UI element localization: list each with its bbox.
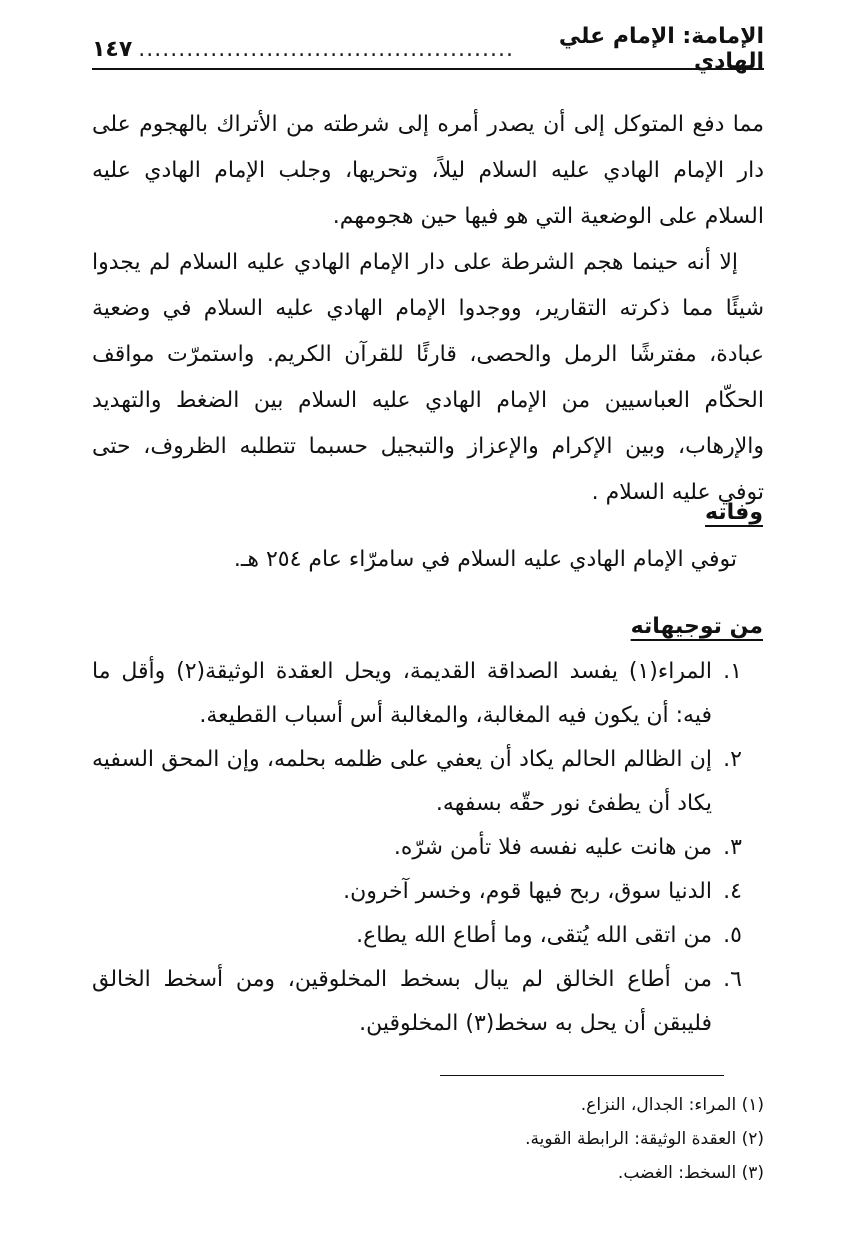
list-item-text: المراء(١) يفسد الصداقة القديمة، ويحل العقدة الوثيقة(٢) وأقل ما فيه: أن يكون فيه المغالبة، والمغالبة أس أسباب القطيعة. xyxy=(92,659,712,728)
footnote-1: (١) المراء: الجدال، النزاع. xyxy=(580,1095,764,1115)
list-item-number: ٢. xyxy=(723,747,742,772)
list-item xyxy=(92,650,764,738)
list-item-text: من هانت عليه نفسه فلا تأمن شرّه. xyxy=(393,835,712,860)
list-item-number: ٦. xyxy=(723,967,742,992)
footnote-divider xyxy=(440,1075,724,1076)
footnotes xyxy=(92,1088,764,1190)
list-item-text: إن الظالم الحالم يكاد أن يعفي على ظلمه بحلمه، وإن المحق السفيه يكاد أن يطفئ نور حقّه بسفهه. xyxy=(92,747,712,816)
list-item xyxy=(92,738,764,826)
running-header xyxy=(92,24,764,74)
list-item-number: ١. xyxy=(723,659,742,684)
list-item-text: الدنيا سوق، ربح فيها قوم، وخسر آخرون. xyxy=(343,879,712,904)
list-item xyxy=(92,870,764,914)
list-item-text: من أطاع الخالق لم يبال بسخط المخلوقين، ومن أسخط الخالق فليبقن أن يحل به سخط(٣) المخلوقين. xyxy=(92,967,712,1036)
paragraph-1: مما دفع المتوكل إلى أن يصدر أمره إلى شرطته من الأتراك بالهجوم على دار الإمام الهادي عليه السلام ليلاً، وتحريها، وجلب الإمام الهادي عليه السلام على الوضعية التي هو فيها حين هجومهم. xyxy=(92,112,764,229)
list-item-number: ٣. xyxy=(723,835,742,860)
header-title: الإمامة: الإمام علي الهادي xyxy=(558,24,764,74)
list-item-text: من اتقى الله يُتقى، وما أطاع الله يطاع. xyxy=(356,923,712,948)
death-text: توفي الإمام الهادي عليه السلام في سامرّاء عام ٢٥٤ هـ. xyxy=(233,547,737,572)
header-dots: ............................................... xyxy=(138,36,514,62)
list-item xyxy=(92,958,764,1046)
guidance-list xyxy=(92,650,764,1046)
list-item xyxy=(92,826,764,870)
list-item-number: ٥. xyxy=(723,923,742,948)
list-item-number: ٤. xyxy=(723,879,742,904)
guidance-heading: من توجيهاته xyxy=(630,614,763,639)
death-heading: وفاته xyxy=(705,500,763,525)
footnote-3: (٣) السخط: الغضب. xyxy=(617,1163,764,1183)
page-number: ١٤٧ xyxy=(92,36,133,62)
paragraph-2: إلا أنه حينما هجم الشرطة على دار الإمام الهادي عليه السلام لم يجدوا شيئًا مما ذكرته التقارير، ووجدوا الإمام الهادي عليه السلام في وضعية عبادة، مفترشًا الرمل والحصى، قارئًا للقرآن الكريم. واستمرّت مواقف الحكّام العباسيين من الإمام الهادي عليه السلام بين الضغط والتهديد والإرهاب، وبين الإكرام والإعزاز والتبجيل حسبما تتطلبه الظروف، حتى توفي عليه السلام . xyxy=(92,250,764,505)
list-item xyxy=(92,914,764,958)
footnote-2: (٢) العقدة الوثيقة: الرابطة القوية. xyxy=(525,1129,764,1149)
